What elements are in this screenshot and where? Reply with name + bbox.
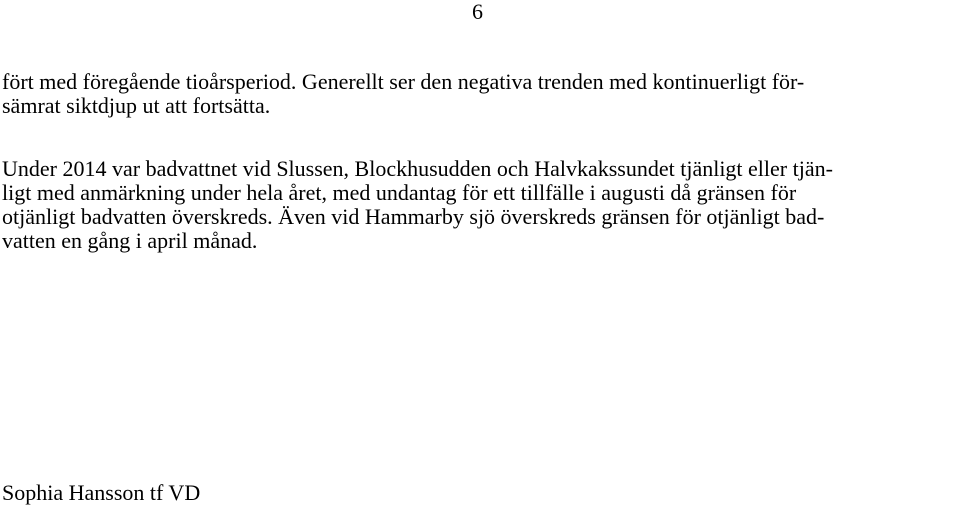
paragraph — [2, 157, 833, 253]
paragraph-line: otjänligt badvatten överskreds. Även vid Hammarby sjö överskreds gränsen för otjänligt bad- — [2, 204, 825, 229]
signature: Sophia Hansson tf VD — [2, 480, 201, 505]
paragraph — [2, 70, 804, 118]
paragraph-line: fört med föregående tioårsperiod. Generellt ser den negativa trenden med kontinuerligt för- — [2, 69, 805, 94]
page-number: 6 — [472, 0, 483, 24]
paragraph-line: ligt med anmärkning under hela året, med undantag för ett tillfälle i augusti då gränsen för — [2, 180, 797, 205]
paragraph-line: Under 2014 var badvattnet vid Slussen, Blockhusudden och Halvkakssundet tjänligt eller tjän- — [2, 156, 833, 181]
paragraph-line: sämrat siktdjup ut att fortsätta. — [2, 93, 271, 118]
paragraph-line: vatten en gång i april månad. — [2, 228, 258, 253]
